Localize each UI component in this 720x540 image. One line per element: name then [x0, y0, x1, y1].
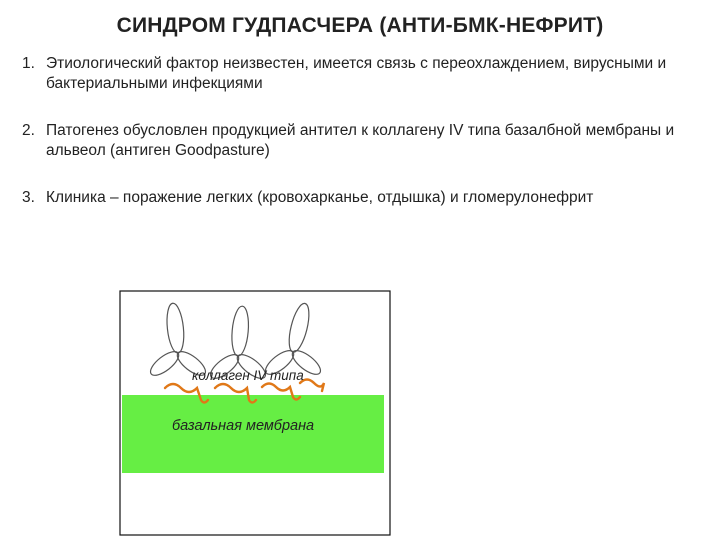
item-number: 1.	[22, 55, 35, 72]
item-text: Патогенез обусловлен продукцией антител к коллагену IV типа базалбной мембраны и альвеол (антиген Goodpasture)	[46, 122, 675, 159]
item-number: 3.	[22, 189, 35, 206]
collagen-label: коллаген IV типа	[192, 368, 304, 383]
membrane-label: базальная мембрана	[172, 418, 315, 434]
item-text: Этиологический фактор неизвестен, имеется связь с переохлаждением, вирусными и бактериальными инфекциями	[46, 55, 667, 92]
item-number: 2.	[22, 122, 35, 139]
slide-title: СИНДРОМ ГУДПАСЧЕРА (АНТИ-БМК-НЕФРИТ)	[116, 14, 604, 37]
basal-membrane	[122, 395, 384, 473]
item-text: Клиника – поражение легких (кровохарканье, отдышка) и гломерулонефрит	[46, 189, 594, 206]
